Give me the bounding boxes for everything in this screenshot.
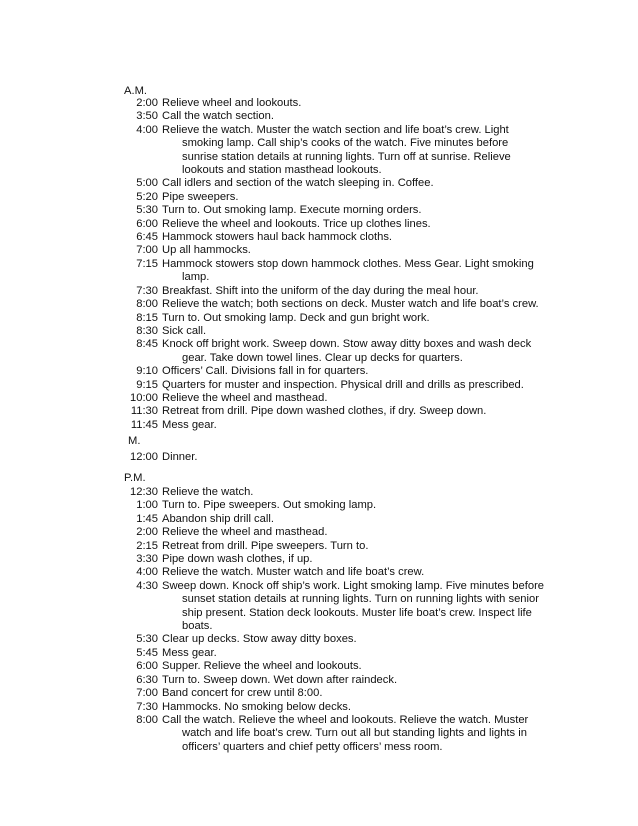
schedule-entry <box>0 405 512 418</box>
entry-time: 9:15 <box>136 378 158 391</box>
schedule-entry <box>0 687 512 700</box>
entry-time: 4:00 <box>136 566 158 579</box>
entry-description <box>162 713 529 754</box>
entry-time: 5:20 <box>136 190 158 203</box>
entry-description <box>162 365 512 378</box>
m-entries <box>0 451 512 464</box>
entry-time: 9:10 <box>136 365 158 378</box>
entry-description <box>162 566 512 579</box>
entry-description <box>162 553 512 566</box>
entry-line: Supper. Relieve the wheel and lookouts. <box>162 660 362 673</box>
entry-line: Relieve the watch. <box>162 486 254 498</box>
entry-description <box>162 312 512 325</box>
entry-description <box>162 405 512 418</box>
entry-time: 8:00 <box>136 713 158 726</box>
schedule-entry <box>0 312 512 325</box>
entry-description <box>162 392 512 405</box>
entry-description <box>162 419 512 432</box>
entry-description <box>162 633 512 646</box>
schedule-entry <box>0 713 529 754</box>
entry-description <box>162 513 512 526</box>
schedule-entry <box>0 97 512 110</box>
entry-time: 6:00 <box>136 217 158 230</box>
entry-description <box>162 674 512 687</box>
entry-line: Pipe down wash clothes, if up. <box>162 553 313 566</box>
entry-description <box>162 647 512 660</box>
entry-time: 7:15 <box>136 257 158 270</box>
entry-line: Relieve the watch; both sections on deck. Muster watch and life boat’s crew. <box>162 298 539 311</box>
entry-description <box>162 526 512 539</box>
entry-description <box>162 451 512 464</box>
entry-time: 8:30 <box>136 324 158 337</box>
entry-line: Relieve the watch. Muster the watch section and life boat’s crew. Light <box>162 123 509 136</box>
entry-line: Relieve the wheel and masthead. <box>162 526 328 539</box>
entry-time: 5:30 <box>136 633 158 646</box>
entry-description <box>162 499 512 512</box>
entry-continuation-line: watch and life boat’s crew. Turn out all but standing lights and lights in <box>182 727 527 740</box>
entry-line: Hammock stowers haul back hammock cloths. <box>162 231 393 244</box>
entry-description <box>162 285 512 298</box>
schedule-entry <box>0 204 512 217</box>
entry-line: Knock off bright work. Sweep down. Stow away ditty boxes and wash deck <box>162 338 532 351</box>
entry-time: 2:00 <box>136 97 158 109</box>
entry-continuation-line: sunset station details at running lights. Turn on running lights with senior <box>182 593 539 606</box>
entry-time: 1:00 <box>136 499 158 512</box>
schedule-entry <box>0 325 512 338</box>
entry-line: Hammocks. No smoking below decks. <box>162 700 352 713</box>
entry-line: Sweep down. Knock off ship’s work. Light smoking lamp. Five minutes before <box>162 579 545 592</box>
entry-time: 11:30 <box>130 405 158 418</box>
schedule-entry <box>0 579 545 634</box>
entry-line: Turn to. Sweep down. Wet down after raindeck. <box>162 673 398 686</box>
entry-line: Call idlers and section of the watch sleeping in. Coffee. <box>162 177 434 190</box>
entry-time: 4:30 <box>136 579 158 592</box>
entry-line: Mess gear. <box>162 418 217 431</box>
entry-line: Turn to. Out smoking lamp. Deck and gun bright work. <box>162 311 430 324</box>
entry-line: Call the watch. Relieve the wheel and lookouts. Relieve the watch. Muster <box>162 713 529 726</box>
schedule-entry <box>0 257 534 285</box>
schedule-entry <box>0 365 512 378</box>
schedule-entry <box>0 378 524 392</box>
entry-continuation-line: officers’ quarters and chief petty officers’ mess room. <box>182 740 443 753</box>
schedule-entry <box>0 110 512 123</box>
entry-line: Up all hammocks. <box>162 244 251 257</box>
entry-description <box>162 687 512 700</box>
entry-description <box>162 124 512 178</box>
entry-description <box>162 579 545 634</box>
entry-description <box>162 338 532 365</box>
entry-description <box>162 257 534 285</box>
entry-description <box>162 540 512 553</box>
entry-line: Quarters for muster and inspection. Physical drill and drills as prescribed. <box>162 378 524 391</box>
entry-time: 7:00 <box>136 244 158 257</box>
schedule-entry <box>0 392 512 405</box>
section-heading-pm: P.M. <box>124 472 146 484</box>
entry-continuation-line: smoking lamp. Call ship’s cooks of the watch. Five minutes before <box>182 137 509 150</box>
entry-description <box>162 298 539 311</box>
schedule-entry <box>0 231 512 244</box>
entry-line: Hammock stowers stop down hammock clothes. Mess Gear. Light smoking <box>162 257 534 270</box>
entry-description <box>162 660 512 673</box>
entry-description <box>162 244 512 257</box>
entry-description <box>162 110 512 123</box>
entry-description <box>162 378 524 392</box>
entry-time: 5:45 <box>136 646 158 659</box>
entry-time: 10:00 <box>130 391 158 404</box>
schedule-entry <box>0 647 512 660</box>
entry-time: 1:45 <box>136 512 158 525</box>
entry-time: 2:15 <box>136 539 158 552</box>
entry-line: Abandon ship drill call. <box>162 512 274 525</box>
entry-time: 7:30 <box>136 700 158 713</box>
schedule-entry <box>0 526 512 539</box>
schedule-entry <box>0 218 512 231</box>
entry-time: 6:00 <box>136 660 158 673</box>
section-heading-m: M. <box>128 435 141 447</box>
schedule-entry <box>0 513 512 526</box>
schedule-entry <box>0 566 512 579</box>
entry-time: 12:00 <box>130 451 158 463</box>
entry-line: Relieve wheel and lookouts. <box>162 97 302 109</box>
pm-entries <box>0 486 545 754</box>
entry-line: Call the watch section. <box>162 110 274 123</box>
schedule-entry <box>0 124 512 178</box>
entry-time: 7:30 <box>136 284 158 297</box>
schedule-entry <box>0 660 512 673</box>
entry-description <box>162 486 512 499</box>
section-heading-am: A.M. <box>124 85 147 97</box>
entry-line: Sick call. <box>162 324 207 337</box>
entry-line: Turn to. Out smoking lamp. Execute morning orders. <box>162 204 422 217</box>
entry-line: Pipe sweepers. <box>162 190 239 203</box>
entry-line: Band concert for crew until 8:00. <box>162 687 323 700</box>
entry-description <box>162 177 512 190</box>
entry-line: Breakfast. Shift into the uniform of the day during the meal hour. <box>162 284 479 297</box>
entry-line: Retreat from drill. Pipe down washed clothes, if dry. Sweep down. <box>162 405 487 418</box>
schedule-entry <box>0 285 512 298</box>
schedule-entry <box>0 486 512 499</box>
schedule-entry <box>0 633 512 646</box>
schedule-entry <box>0 674 512 687</box>
entry-time: 7:00 <box>136 687 158 700</box>
entry-continuation-line: lookouts and station masthead lookouts. <box>182 164 382 177</box>
entry-time: 8:00 <box>136 298 158 311</box>
entry-description <box>162 191 512 204</box>
schedule-entry <box>0 191 512 204</box>
entry-description <box>162 231 512 244</box>
entry-line: Dinner. <box>162 451 198 463</box>
entry-time: 12:30 <box>130 486 158 498</box>
entry-continuation-line: ship present. Station deck lookouts. Muster life boat’s crew. Inspect life <box>182 606 532 619</box>
schedule-entry <box>0 499 512 512</box>
entry-time: 6:45 <box>136 231 158 244</box>
entry-description <box>162 204 512 217</box>
entry-time: 8:45 <box>136 338 158 351</box>
schedule-entry <box>0 701 512 714</box>
entry-line: Turn to. Pipe sweepers. Out smoking lamp. <box>162 499 377 512</box>
entry-line: Retreat from drill. Pipe sweepers. Turn to. <box>162 539 369 552</box>
entry-description <box>162 97 512 110</box>
schedule-entry <box>0 338 532 365</box>
schedule-entry <box>0 177 512 190</box>
entry-description <box>162 701 512 714</box>
entry-description <box>162 218 512 231</box>
entry-time: 8:15 <box>136 311 158 324</box>
entry-time: 5:00 <box>136 177 158 190</box>
entry-line: Clear up decks. Stow away ditty boxes. <box>162 633 357 646</box>
schedule-entry <box>0 419 512 432</box>
schedule-entry <box>0 553 512 566</box>
entry-continuation-line: lamp. <box>182 271 210 284</box>
entry-continuation-line: gear. Take down towel lines. Clear up decks for quarters. <box>182 351 463 364</box>
entry-line: Mess gear. <box>162 646 217 659</box>
entry-time: 3:30 <box>136 553 158 566</box>
schedule-entry <box>0 298 539 311</box>
entry-line: Officers’ Call. Divisions fall in for quarters. <box>162 365 369 378</box>
schedule-entry <box>0 451 512 464</box>
entry-time: 11:45 <box>130 418 158 431</box>
entry-line: Relieve the watch. Muster watch and life boat’s crew. <box>162 566 425 579</box>
entry-description <box>162 325 512 338</box>
am-entries <box>0 97 539 432</box>
entry-continuation-line: boats. <box>182 620 213 633</box>
entry-time: 3:50 <box>136 110 158 123</box>
schedule-entry <box>0 540 512 553</box>
entry-time: 6:30 <box>136 673 158 686</box>
entry-line: Relieve the wheel and masthead. <box>162 391 328 404</box>
entry-time: 5:30 <box>136 204 158 217</box>
schedule-entry <box>0 244 512 257</box>
entry-continuation-line: sunrise station details at running lights. Turn off at sunrise. Relieve <box>182 150 511 163</box>
entry-time: 2:00 <box>136 526 158 539</box>
entry-time: 4:00 <box>136 123 158 136</box>
entry-line: Relieve the wheel and lookouts. Trice up clothes lines. <box>162 217 431 230</box>
